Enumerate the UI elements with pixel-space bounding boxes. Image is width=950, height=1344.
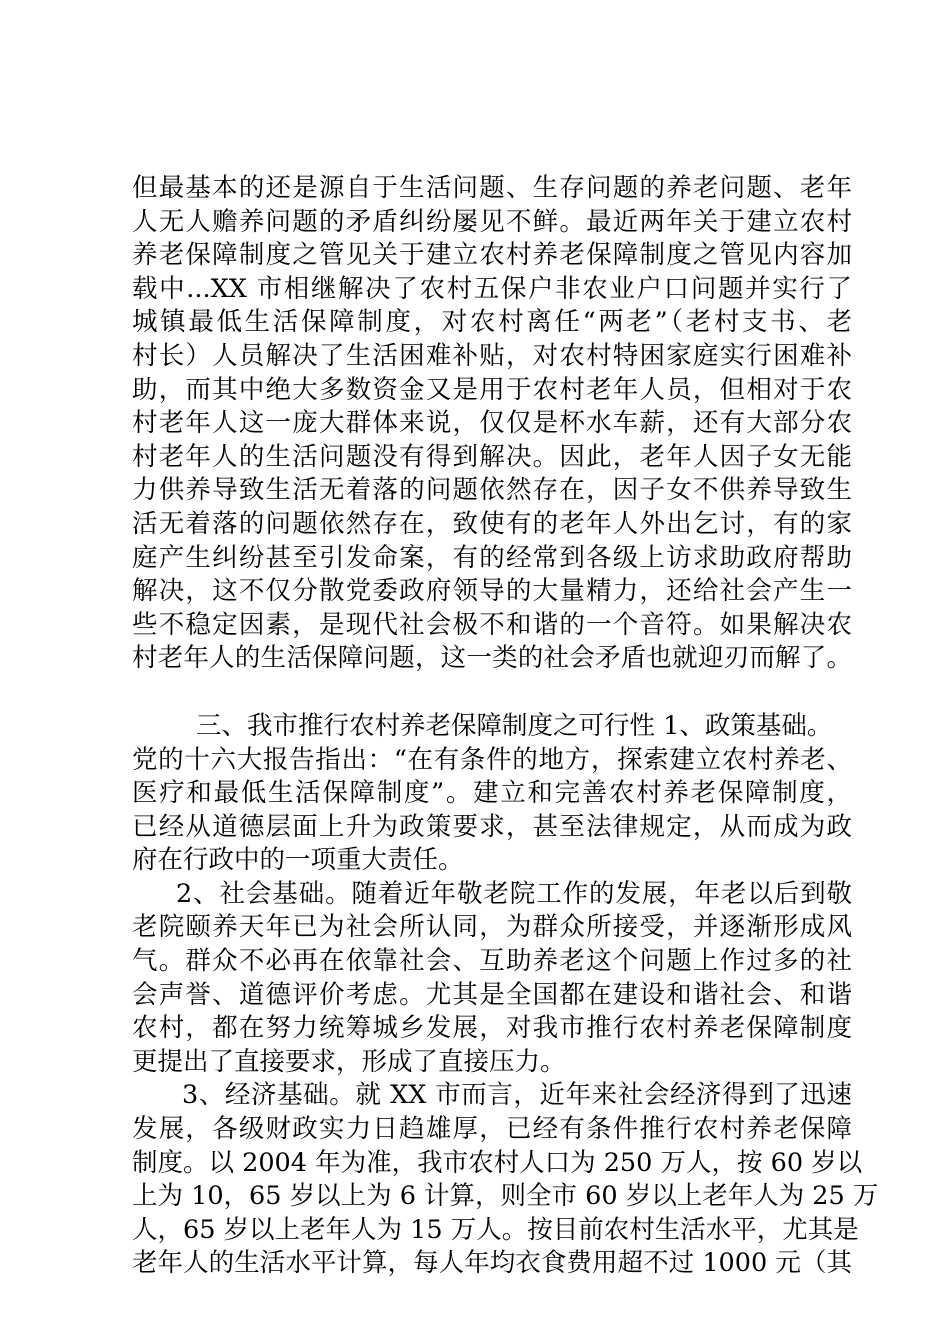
text-line: 人无人赡养问题的矛盾纠纷屡见不鲜。最近两年关于建立农村 (132, 206, 852, 237)
text-line: 发展，各级财政实力日趋雄厚，已经有条件推行农村养老保障 (132, 1114, 852, 1145)
paragraph-p4 (132, 1079, 879, 1281)
text-line: 城镇最低生活保障制度，对农村离任“两老”（老村支书、老 (132, 307, 852, 338)
text-line: 3、经济基础。就 XX 市而言，近年来社会经济得到了迅速 (182, 1080, 852, 1111)
text-line: 上为 10，65 岁以上为 6 计算，则全市 60 岁以上老年人为 25 万 (132, 1181, 879, 1212)
text-line: 助，而其中绝大多数资金又是用于农村老年人员，但相对于农 (132, 374, 852, 405)
text-line: 村长）人员解决了生活困难补贴，对农村特困家庭实行困难补 (132, 340, 852, 371)
text-line: 医疗和最低生活保障制度”。建立和完善农村养老保障制度， (132, 778, 852, 809)
text-line: 村老年人的生活保障问题，这一类的社会矛盾也就迎刃而解了。 (132, 643, 852, 674)
text-line: 更提出了直接要求，形成了直接压力。 (132, 1046, 566, 1077)
text-line: 会声誉、道德评价考虑。尤其是全国都在建设和谐社会、和谐 (132, 979, 852, 1010)
paragraph-p1 (132, 172, 852, 676)
text-line: 人，65 岁以上老年人为 15 万人。按目前农村生活水平，尤其是 (132, 1214, 859, 1245)
text-line: 气。群众不必再在依靠社会、互助养老这个问题上作过多的社 (132, 946, 852, 977)
text-line: 党的十六大报告指出：“在有条件的地方，探索建立农村养老、 (132, 744, 852, 775)
text-line: 村老年人的生活问题没有得到解决。因此，老年人因子女无能 (132, 441, 852, 472)
text-line: 农村，都在努力统筹城乡发展，对我市推行农村养老保障制度 (132, 1013, 852, 1044)
text-line: 养老保障制度之管见关于建立农村养老保障制度之管见内容加 (132, 240, 852, 271)
text-line: 活无着落的问题依然存在，致使有的老年人外出乞讨，有的家 (132, 508, 852, 539)
text-line: 村老年人这一庞大群体来说，仅仅是杯水车薪，还有大部分农 (132, 408, 852, 439)
text-line: 2、社会基础。随着近年敬老院工作的发展，年老以后到敬 (176, 878, 852, 909)
text-line: 三、我市推行农村养老保障制度之可行性 1、政策基础。 (196, 710, 833, 741)
text-line: 载中...XX 市相继解决了农村五保户非农业户口问题并实行了 (132, 273, 852, 304)
text-line: 些不稳定因素，是现代社会极不和谐的一个音符。如果解决农 (132, 609, 852, 640)
document-page (132, 172, 879, 1281)
text-line: 但最基本的还是源自于生活问题、生存问题的养老问题、老年 (132, 173, 852, 203)
text-line: 府在行政中的一项重大责任。 (132, 845, 464, 876)
text-line: 力供养导致生活无着落的问题依然存在，因子女不供养导致生 (132, 475, 852, 506)
text-line: 庭产生纠纷甚至引发命案，有的经常到各级上访求助政府帮助 (132, 542, 852, 573)
text-line: 老年人的生活水平计算，每人年均衣食费用超不过 1000 元（其 (132, 1248, 852, 1279)
text-line: 制度。以 2004 年为准，我市农村人口为 250 万人，按 60 岁以 (132, 1147, 863, 1178)
paragraph-p2 (132, 710, 852, 878)
paragraph-p3 (132, 878, 852, 1080)
paragraph-gap (132, 676, 852, 710)
text-line: 解决，这不仅分散党委政府领导的大量精力，还给社会产生一 (132, 576, 852, 607)
text-line: 老院颐养天年已为社会所认同，为群众所接受，并逐渐形成风 (132, 912, 852, 943)
text-line: 已经从道德层面上升为政策要求，甚至法律规定，从而成为政 (132, 811, 852, 842)
